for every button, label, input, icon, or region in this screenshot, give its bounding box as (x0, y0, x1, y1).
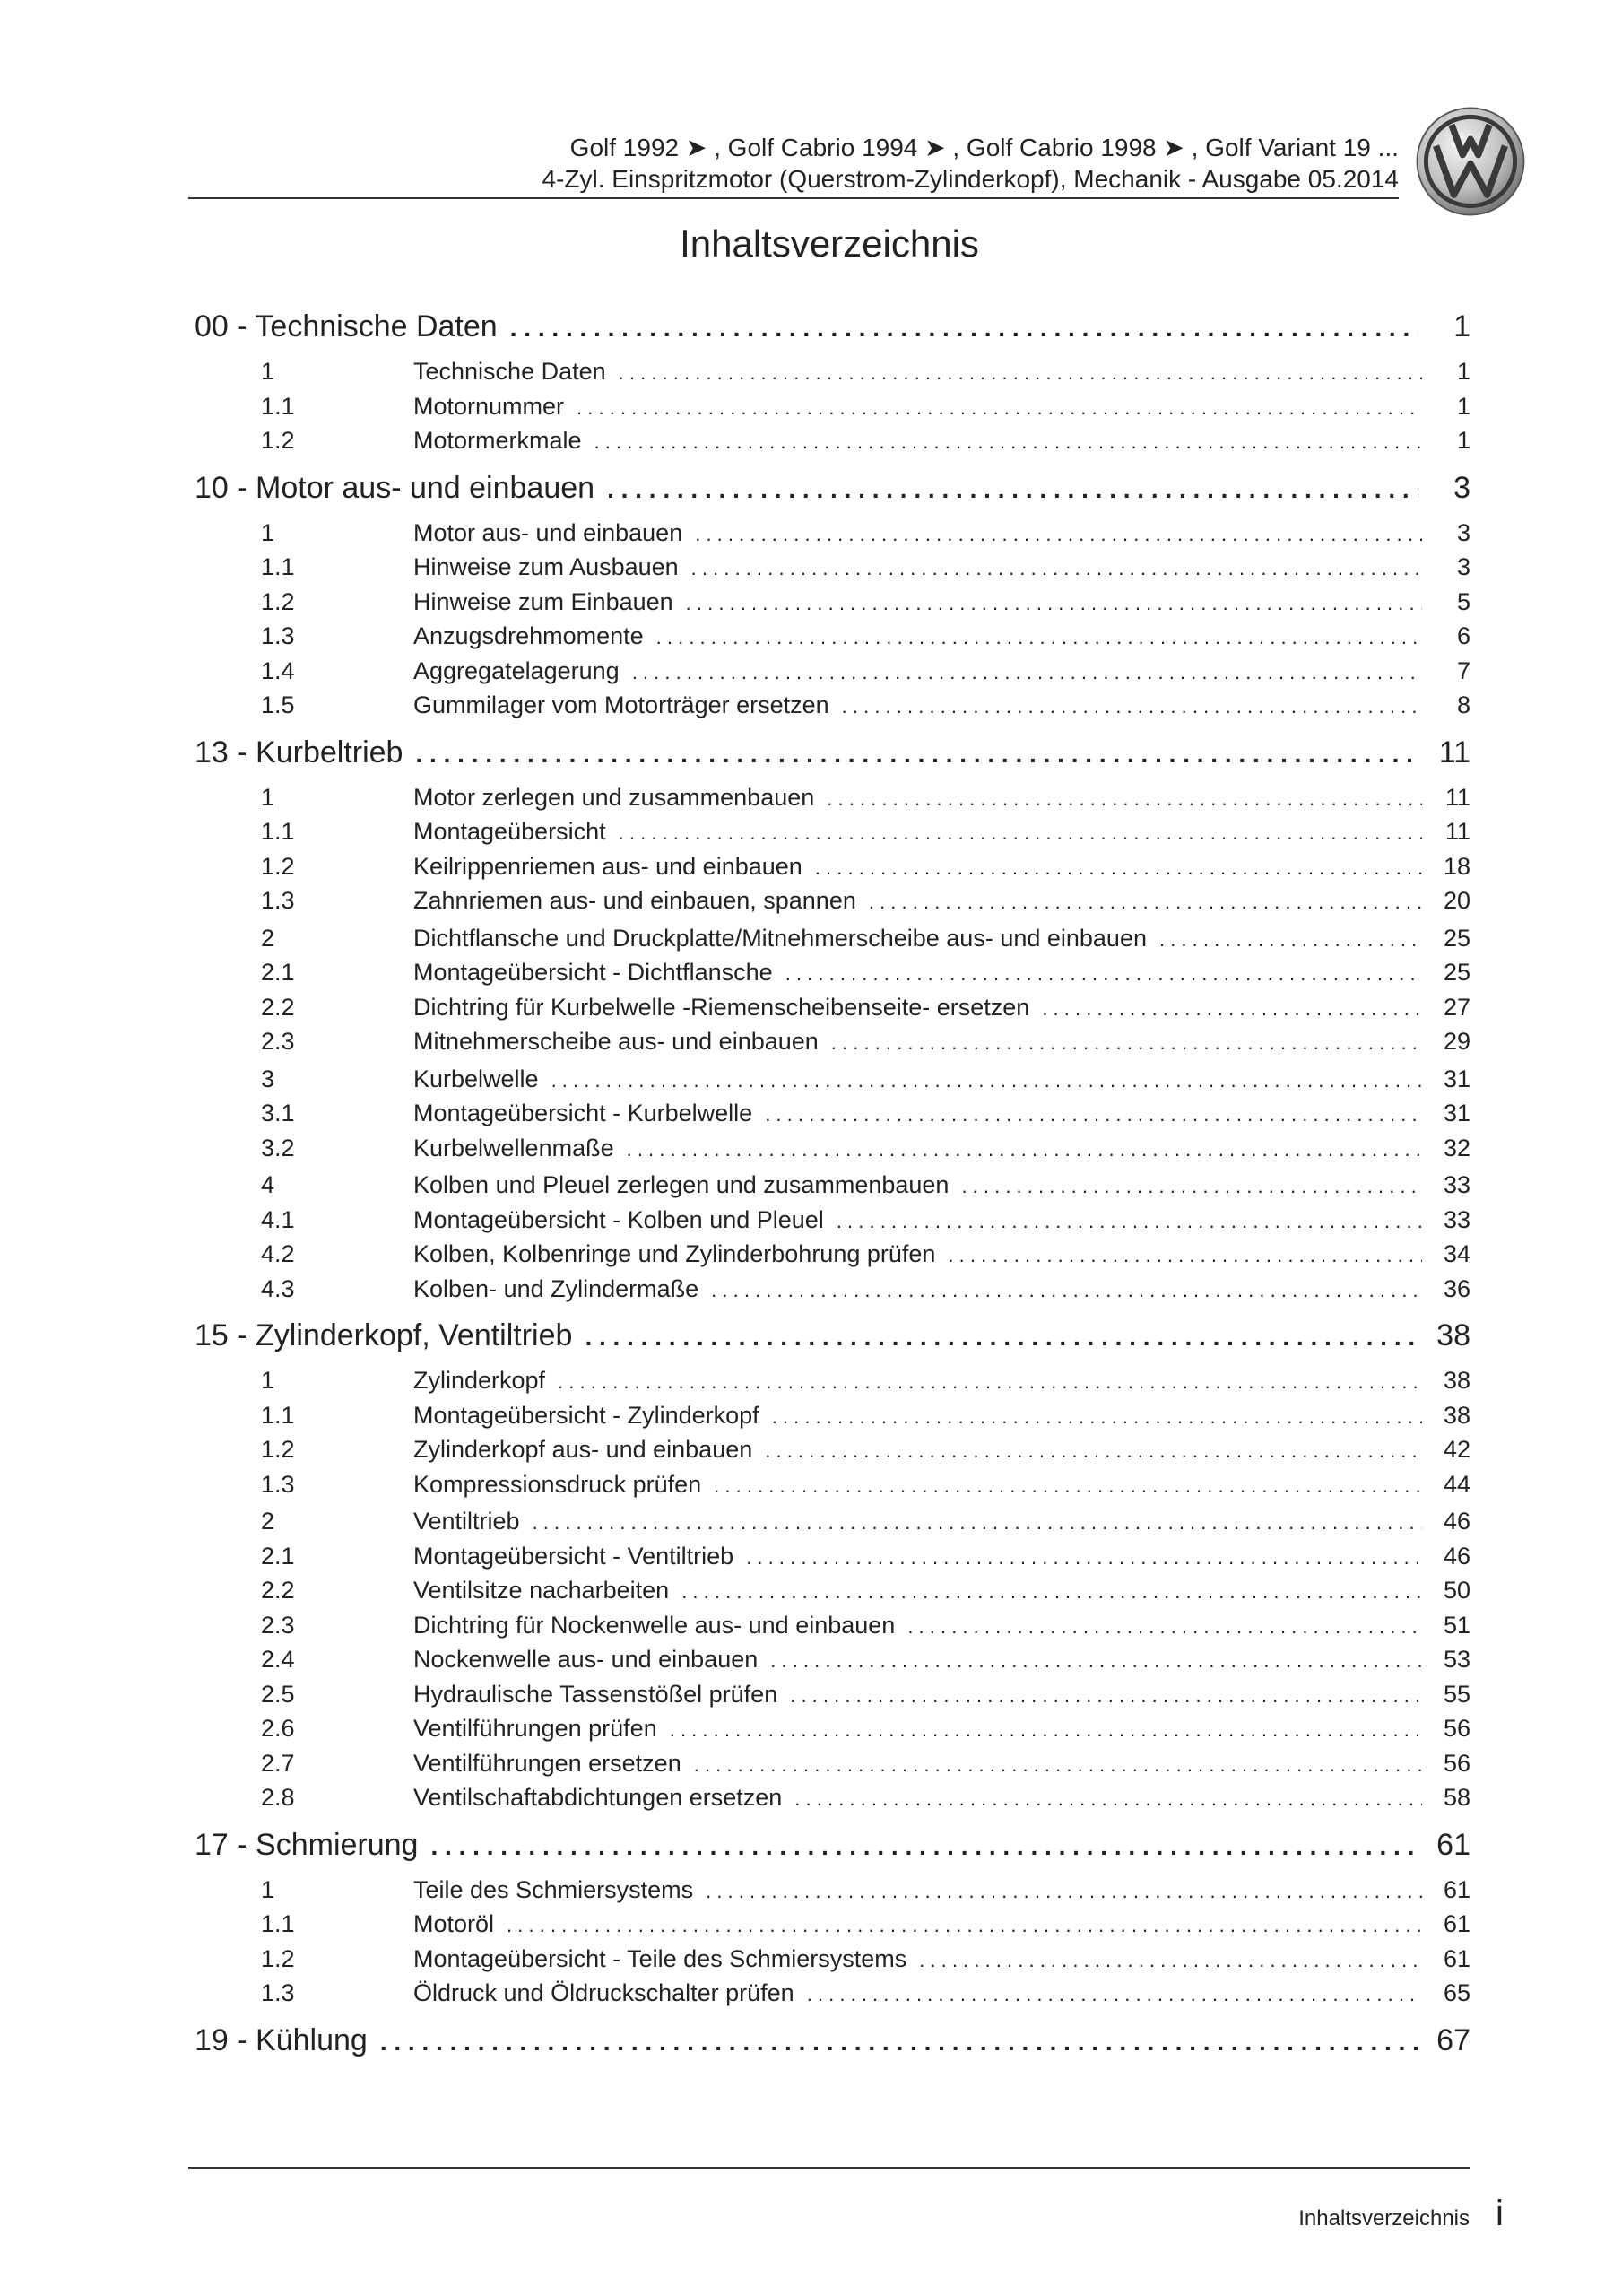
toc-subsection[interactable] (261, 1577, 1470, 1612)
dot-leader (758, 1649, 1422, 1673)
entry-title: Hinweise zum Ausbauen (413, 553, 679, 580)
toc-subsection[interactable] (261, 1402, 1470, 1437)
entry-title: Zahnriemen aus- und einbauen, spannen (413, 887, 856, 914)
toc-chapter[interactable] (195, 1828, 1470, 1869)
vw-logo-icon (1415, 106, 1526, 217)
entry-number: 1 (261, 783, 275, 811)
entry-page-number: 7 (1456, 657, 1470, 684)
entry-page-number: 25 (1443, 924, 1470, 952)
entry-title: Motormerkmale (413, 427, 582, 454)
entry-title: Aggregatelagerung (413, 657, 620, 684)
toc-subsection[interactable] (261, 1543, 1470, 1578)
toc-subsection[interactable] (261, 657, 1470, 692)
entry-title: Gummilager vom Motorträger ersetzen (413, 691, 829, 718)
dot-leader (539, 1069, 1422, 1092)
toc-section[interactable] (261, 1065, 1470, 1100)
toc-subsection[interactable] (261, 1945, 1470, 1980)
dot-leader (494, 1914, 1422, 1937)
entry-title: Ventilschaftabdichtungen ersetzen (413, 1784, 783, 1811)
toc-section[interactable] (261, 519, 1470, 554)
toc-section[interactable] (261, 1876, 1470, 1911)
entry-number: 2.8 (261, 1784, 295, 1811)
chapter-title: 17 - Schmierung (195, 1827, 419, 1862)
entry-title: Ventiltrieb (413, 1508, 520, 1535)
entry-number: 3 (261, 1065, 275, 1092)
entry-number: 4.1 (261, 1205, 295, 1233)
entry-title: Montageübersicht - Dichtflansche (413, 959, 773, 986)
dot-leader (673, 592, 1422, 615)
entry-title: Ventilführungen prüfen (413, 1715, 657, 1742)
dot-leader (759, 1405, 1422, 1429)
entry-number: 1.3 (261, 887, 295, 914)
footer-divider (188, 2167, 1470, 2169)
toc-subsection[interactable] (261, 994, 1470, 1029)
toc-subsection[interactable] (261, 1028, 1470, 1063)
dot-leader (368, 2028, 1418, 2057)
dot-leader (935, 1244, 1422, 1267)
dot-leader (614, 1138, 1422, 1161)
chapter-page-number: 61 (1436, 1827, 1470, 1862)
entry-number: 2.2 (261, 1577, 295, 1604)
dot-leader (794, 1983, 1422, 2006)
entry-number: 4.3 (261, 1274, 295, 1302)
entry-title: Motor aus- und einbauen (413, 518, 683, 546)
chapter-page-number: 38 (1436, 1318, 1470, 1352)
dot-leader (701, 1474, 1422, 1498)
dot-leader (802, 857, 1422, 880)
toc-chapter[interactable] (195, 471, 1470, 512)
entry-page-number: 1 (1456, 427, 1470, 454)
entry-number: 2.1 (261, 959, 295, 986)
entry-page-number: 29 (1443, 1028, 1470, 1055)
entry-title: Anzugsdrehmomente (413, 622, 644, 649)
dot-leader (657, 1718, 1422, 1742)
dot-leader (403, 740, 1418, 769)
entry-page-number: 11 (1444, 818, 1470, 845)
dot-leader (693, 1880, 1422, 1903)
entry-title: Motornummer (413, 392, 565, 420)
toc-subsection[interactable] (261, 853, 1470, 888)
dot-leader (895, 1615, 1422, 1639)
entry-page-number: 46 (1443, 1542, 1470, 1570)
entry-page-number: 46 (1443, 1508, 1470, 1535)
entry-page-number: 6 (1456, 622, 1470, 649)
toc-chapter[interactable] (195, 309, 1470, 351)
entry-number: 1.1 (261, 818, 295, 845)
dot-leader (777, 1684, 1422, 1708)
entry-page-number: 34 (1443, 1240, 1470, 1267)
entry-title: Kurbelwellenmaße (413, 1134, 614, 1161)
chapter-title: 15 - Zylinderkopf, Ventiltrieb (195, 1318, 573, 1352)
entry-page-number: 31 (1443, 1100, 1470, 1126)
entry-title: Öldruck und Öldruckschalter prüfen (413, 1979, 794, 2006)
entry-title: Teile des Schmiersystems (413, 1875, 694, 1903)
page-header (188, 126, 1399, 199)
toc-entry-list (195, 784, 1470, 1310)
entry-number: 1.1 (261, 553, 295, 580)
toc-subsection[interactable] (261, 1979, 1470, 2014)
chapter-page-number: 11 (1438, 735, 1470, 770)
entry-title: Kompressionsdruck prüfen (413, 1470, 702, 1498)
dot-leader (498, 314, 1418, 343)
entry-page-number: 11 (1444, 783, 1470, 811)
entry-number: 2.5 (261, 1680, 295, 1708)
toc-subsection[interactable] (261, 1206, 1470, 1241)
dot-leader (606, 361, 1422, 385)
entry-number: 2.3 (261, 1028, 295, 1055)
entry-number: 2.7 (261, 1749, 295, 1777)
entry-title: Zylinderkopf (413, 1367, 546, 1394)
dot-leader (594, 475, 1418, 504)
entry-page-number: 53 (1443, 1646, 1470, 1673)
dot-leader (1029, 997, 1422, 1021)
dot-leader (782, 1787, 1422, 1811)
footer-page-number: i (1496, 2194, 1504, 2233)
entry-page-number: 56 (1443, 1715, 1470, 1742)
entry-title: Kolben und Pleuel zerlegen und zusammenbauen (413, 1171, 950, 1198)
entry-page-number: 44 (1443, 1470, 1470, 1498)
entry-title: Montageübersicht - Zylinderkopf (413, 1401, 759, 1429)
toc-entry-list (195, 358, 1470, 462)
toc-subsection[interactable] (261, 1100, 1470, 1135)
dot-leader (545, 1370, 1422, 1394)
toc-chapter[interactable] (195, 2023, 1470, 2065)
chapter-page-number: 1 (1453, 309, 1470, 344)
entry-title: Montageübersicht - Kurbelwelle (413, 1100, 753, 1126)
entry-page-number: 25 (1443, 959, 1470, 986)
dot-leader (906, 1949, 1422, 1972)
entry-number: 1.4 (261, 657, 295, 684)
entry-title: Kolben, Kolbenringe und Zylinderbohrung prüfen (413, 1240, 936, 1267)
entry-number: 3.2 (261, 1134, 295, 1161)
toc-subsection[interactable] (261, 1910, 1470, 1945)
entry-number: 1.1 (261, 392, 295, 420)
dot-leader (669, 1580, 1422, 1604)
entry-page-number: 31 (1443, 1065, 1470, 1092)
entry-number: 1.3 (261, 622, 295, 649)
footer-label: Inhaltsverzeichnis (1298, 2206, 1470, 2231)
entry-page-number: 20 (1443, 887, 1470, 914)
entry-page-number: 32 (1443, 1134, 1470, 1161)
toc-subsection[interactable] (261, 1750, 1470, 1785)
dot-leader (949, 1175, 1422, 1198)
toc-entry-list (195, 519, 1470, 726)
chapter-title: 19 - Kühlung (195, 2022, 368, 2057)
dot-leader (698, 1279, 1422, 1302)
header-model-line: Golf 1992 ➤ , Golf Cabrio 1994 ➤ , Golf Cabrio 1998 ➤ , Golf Variant 19 ... (569, 134, 1399, 161)
dot-leader (856, 891, 1422, 914)
entry-number: 2.1 (261, 1542, 295, 1570)
toc-section[interactable] (261, 1171, 1470, 1206)
toc-subsection[interactable] (261, 427, 1470, 462)
entry-title: Keilrippenriemen aus- und einbauen (413, 852, 802, 880)
entry-number: 2.6 (261, 1715, 295, 1742)
entry-title: Ventilsitze nacharbeiten (413, 1577, 670, 1604)
entry-title: Motoröl (413, 1910, 495, 1937)
dot-leader (620, 661, 1422, 684)
entry-number: 1.2 (261, 1436, 295, 1463)
dot-leader (752, 1103, 1422, 1126)
dot-leader (1147, 928, 1422, 952)
entry-number: 2.2 (261, 993, 295, 1021)
entry-title: Technische Daten (413, 358, 606, 385)
chapter-title: 00 - Technische Daten (195, 309, 498, 344)
entry-number: 2 (261, 1508, 275, 1535)
entry-page-number: 38 (1443, 1367, 1470, 1394)
dot-leader (572, 1323, 1418, 1352)
toc-subsection[interactable] (261, 959, 1470, 994)
dot-leader (681, 1753, 1422, 1777)
entry-title: Nockenwelle aus- und einbauen (413, 1646, 759, 1673)
toc-subsection[interactable] (261, 818, 1470, 853)
dot-leader (819, 1031, 1422, 1055)
dot-leader (824, 1210, 1422, 1233)
dot-leader (752, 1439, 1422, 1463)
entry-title: Dichtflansche und Druckplatte/Mitnehmerscheibe aus- und einbauen (413, 924, 1147, 952)
toc-section[interactable] (261, 358, 1470, 393)
entry-title: Ventilführungen ersetzen (413, 1749, 681, 1777)
entry-page-number: 3 (1456, 518, 1470, 546)
entry-page-number: 65 (1443, 1979, 1470, 2006)
entry-number: 4 (261, 1171, 275, 1198)
entry-title: Montageübersicht - Kolben und Pleuel (413, 1205, 824, 1233)
dot-leader (829, 695, 1422, 718)
entry-page-number: 58 (1443, 1784, 1470, 1811)
toc-entry-list (195, 1367, 1470, 1819)
entry-page-number: 33 (1443, 1171, 1470, 1198)
entry-number: 1.2 (261, 587, 295, 615)
toc-entry-list (195, 1876, 1470, 2014)
entry-number: 1 (261, 1875, 275, 1903)
entry-number: 1.2 (261, 427, 295, 454)
toc-subsection[interactable] (261, 887, 1470, 922)
dot-leader (773, 962, 1422, 986)
toc-subsection[interactable] (261, 1436, 1470, 1471)
chapter-page-number: 3 (1453, 470, 1470, 505)
entry-title: Kurbelwelle (413, 1065, 539, 1092)
dot-leader (418, 1832, 1418, 1861)
toc-subsection[interactable] (261, 553, 1470, 588)
entry-page-number: 33 (1443, 1205, 1470, 1233)
dot-leader (564, 396, 1422, 420)
entry-number: 1.1 (261, 1401, 295, 1429)
entry-number: 4.2 (261, 1240, 295, 1267)
table-of-contents (195, 309, 1470, 2072)
entry-page-number: 56 (1443, 1749, 1470, 1777)
entry-page-number: 42 (1443, 1436, 1470, 1463)
toc-subsection[interactable] (261, 622, 1470, 657)
entry-number: 1 (261, 518, 275, 546)
entry-page-number: 36 (1443, 1274, 1470, 1302)
entry-number: 2.3 (261, 1611, 295, 1639)
entry-title: Hydraulische Tassenstößel prüfen (413, 1680, 778, 1708)
entry-title: Dichtring für Nockenwelle aus- und einbauen (413, 1611, 896, 1639)
entry-number: 1.3 (261, 1470, 295, 1498)
entry-page-number: 51 (1443, 1611, 1470, 1639)
toc-subsection[interactable] (261, 588, 1470, 623)
toc-subsection[interactable] (261, 393, 1470, 428)
entry-title: Montageübersicht - Teile des Schmiersystems (413, 1944, 907, 1972)
toc-section[interactable] (261, 1367, 1470, 1402)
toc-section[interactable] (261, 1508, 1470, 1543)
dot-leader (682, 523, 1422, 546)
entry-page-number: 61 (1443, 1944, 1470, 1972)
entry-number: 1 (261, 358, 275, 385)
entry-title: Dichtring für Kurbelwelle -Riemenscheibenseite- ersetzen (413, 993, 1030, 1021)
entry-title: Motor zerlegen und zusammenbauen (413, 783, 815, 811)
dot-leader (814, 787, 1422, 811)
chapter-page-number: 67 (1436, 2022, 1470, 2057)
header-divider (188, 197, 1399, 199)
entry-page-number: 50 (1443, 1577, 1470, 1604)
toc-subsection[interactable] (261, 1715, 1470, 1750)
toc-chapter[interactable] (195, 735, 1470, 777)
dot-leader (644, 626, 1422, 649)
entry-page-number: 38 (1443, 1401, 1470, 1429)
toc-subsection[interactable] (261, 1275, 1470, 1310)
entry-page-number: 61 (1443, 1910, 1470, 1937)
entry-title: Mitnehmerscheibe aus- und einbauen (413, 1028, 819, 1055)
entry-title: Kolben- und Zylindermaße (413, 1274, 699, 1302)
entry-number: 1 (261, 1367, 275, 1394)
toc-subsection[interactable] (261, 1240, 1470, 1275)
entry-number: 3.1 (261, 1100, 295, 1126)
entry-page-number: 18 (1443, 852, 1470, 880)
toc-subsection[interactable] (261, 1471, 1470, 1506)
entry-page-number: 8 (1456, 691, 1470, 718)
dot-leader (606, 822, 1422, 845)
entry-title: Montageübersicht - Ventiltrieb (413, 1542, 734, 1570)
entry-number: 2.4 (261, 1646, 295, 1673)
entry-number: 1.2 (261, 1944, 295, 1972)
entry-page-number: 55 (1443, 1680, 1470, 1708)
entry-title: Hinweise zum Einbauen (413, 587, 673, 615)
entry-number: 1.3 (261, 1979, 295, 2006)
chapter-title: 10 - Motor aus- und einbauen (195, 470, 595, 505)
toc-chapter[interactable] (195, 1318, 1470, 1360)
toc-section[interactable] (261, 784, 1470, 819)
toc-subsection[interactable] (261, 691, 1470, 726)
toc-subsection[interactable] (261, 1784, 1470, 1819)
entry-number: 1.5 (261, 691, 295, 718)
toc-subsection[interactable] (261, 1612, 1470, 1647)
entry-title: Montageübersicht (413, 818, 606, 845)
entry-number: 1.2 (261, 852, 295, 880)
dot-leader (679, 557, 1422, 580)
entry-page-number: 61 (1443, 1875, 1470, 1903)
dot-leader (582, 430, 1422, 454)
entry-number: 2 (261, 924, 275, 952)
entry-page-number: 27 (1443, 993, 1470, 1021)
entry-page-number: 1 (1456, 392, 1470, 420)
dot-leader (733, 1546, 1422, 1570)
chapter-title: 13 - Kurbeltrieb (195, 735, 403, 770)
entry-page-number: 3 (1456, 553, 1470, 580)
toc-subsection[interactable] (261, 1135, 1470, 1170)
header-subtitle-line: 4-Zyl. Einspritzmotor (Querstrom-Zylinderkopf), Mechanik - Ausgabe 05.2014 (542, 165, 1399, 193)
entry-title: Zylinderkopf aus- und einbauen (413, 1436, 753, 1463)
entry-page-number: 1 (1456, 358, 1470, 385)
toc-subsection[interactable] (261, 1681, 1470, 1716)
toc-subsection[interactable] (261, 1646, 1470, 1681)
dot-leader (520, 1511, 1422, 1535)
toc-section[interactable] (261, 925, 1470, 960)
page-title: Inhaltsverzeichnis (680, 222, 979, 265)
entry-number: 1.1 (261, 1910, 295, 1937)
entry-page-number: 5 (1456, 587, 1470, 615)
